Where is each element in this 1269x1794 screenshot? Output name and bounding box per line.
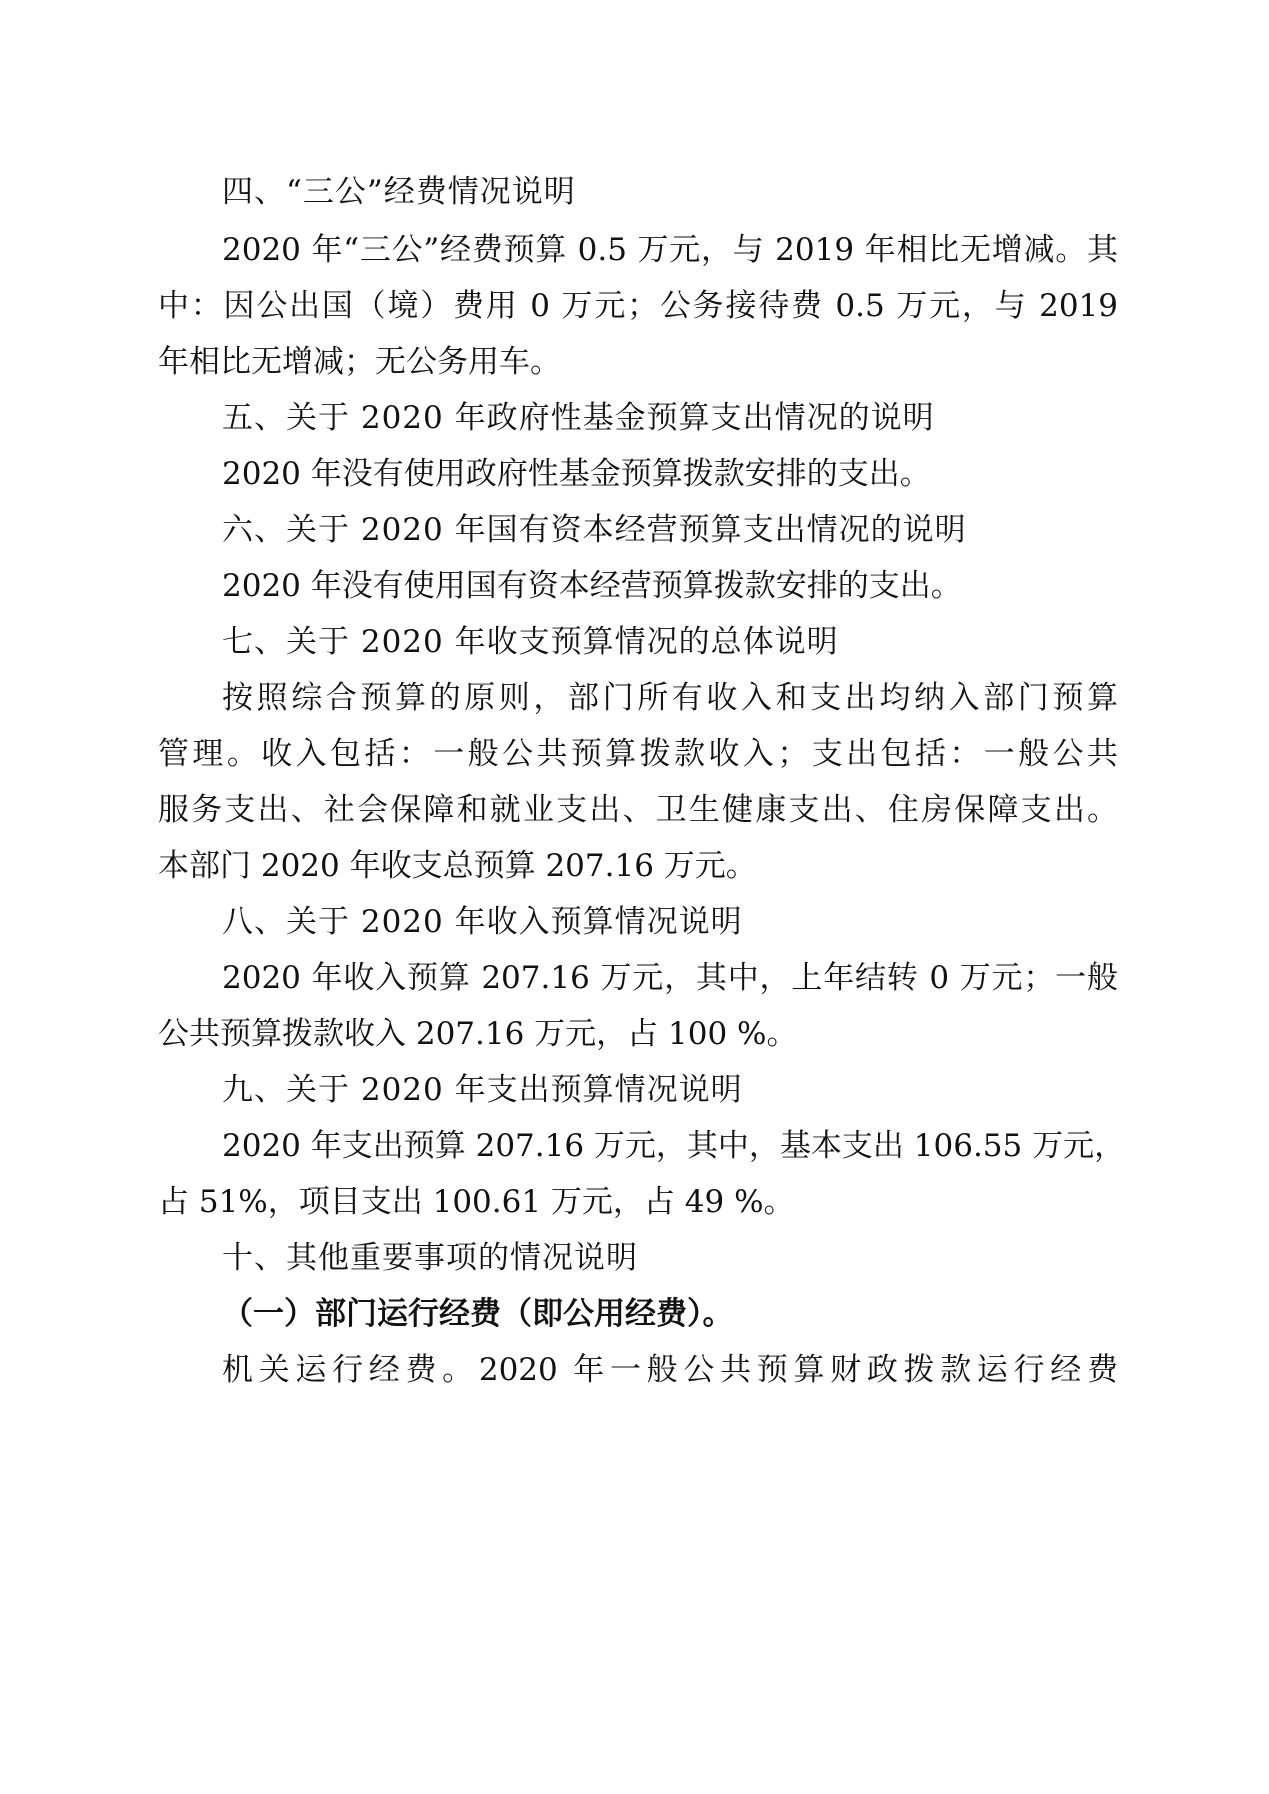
section-4-paragraph-line-3: 年相比无增减；无公务用车。 [158, 344, 561, 380]
section-9-paragraph-line-2: 占 51%，项目支出 100.61 万元，占 49 %。 [158, 1184, 795, 1220]
section-7-paragraph-line-2: 管理。收入包括：一般公共预算拨款收入；支出包括：一般公共 [158, 736, 1118, 772]
section-9-heading: 九、关于 2020 年支出预算情况说明 [222, 1072, 743, 1108]
section-7-paragraph-line-4: 本部门 2020 年收支总预算 207.16 万元。 [158, 848, 757, 884]
section-6-paragraph-line-1: 2020 年没有使用国有资本经营预算拨款安排的支出。 [222, 568, 962, 604]
section-9-paragraph-line-1: 2020 年支出预算 207.16 万元，其中，基本支出 106.55 万元， [222, 1128, 1126, 1164]
section-6-heading: 六、关于 2020 年国有资本经营预算支出情况的说明 [222, 512, 967, 548]
section-10-subsection-1-paragraph-line-1: 机关运行经费。2020 年一般公共预算财政拨款运行经费 [222, 1352, 1118, 1388]
section-8-heading: 八、关于 2020 年收入预算情况说明 [222, 904, 743, 940]
section-7-heading: 七、关于 2020 年收支预算情况的总体说明 [222, 624, 839, 660]
section-7-paragraph-line-3: 服务支出、社会保障和就业支出、卫生健康支出、住房保障支出。 [158, 792, 1118, 828]
section-5-paragraph-line-1: 2020 年没有使用政府性基金预算拨款安排的支出。 [222, 456, 931, 492]
section-4-paragraph-line-2: 中：因公出国（境）费用 0 万元；公务接待费 0.5 万元，与 2019 [158, 288, 1118, 324]
section-4-heading: 四、“三公”经费情况说明 [222, 174, 576, 210]
section-7-paragraph-line-1: 按照综合预算的原则，部门所有收入和支出均纳入部门预算 [222, 680, 1118, 716]
section-8-paragraph-line-2: 公共预算拨款收入 207.16 万元，占 100 %。 [158, 1016, 798, 1052]
section-4-paragraph-line-1: 2020 年“三公”经费预算 0.5 万元，与 2019 年相比无增减。其 [222, 232, 1118, 268]
section-10-heading: 十、其他重要事项的情况说明 [222, 1240, 638, 1276]
section-5-heading: 五、关于 2020 年政府性基金预算支出情况的说明 [222, 400, 935, 436]
section-8-paragraph-line-1: 2020 年收入预算 207.16 万元，其中，上年结转 0 万元；一般 [222, 960, 1118, 996]
section-10-subsection-1-heading: （一）部门运行经费（即公用经费）。 [222, 1296, 734, 1332]
